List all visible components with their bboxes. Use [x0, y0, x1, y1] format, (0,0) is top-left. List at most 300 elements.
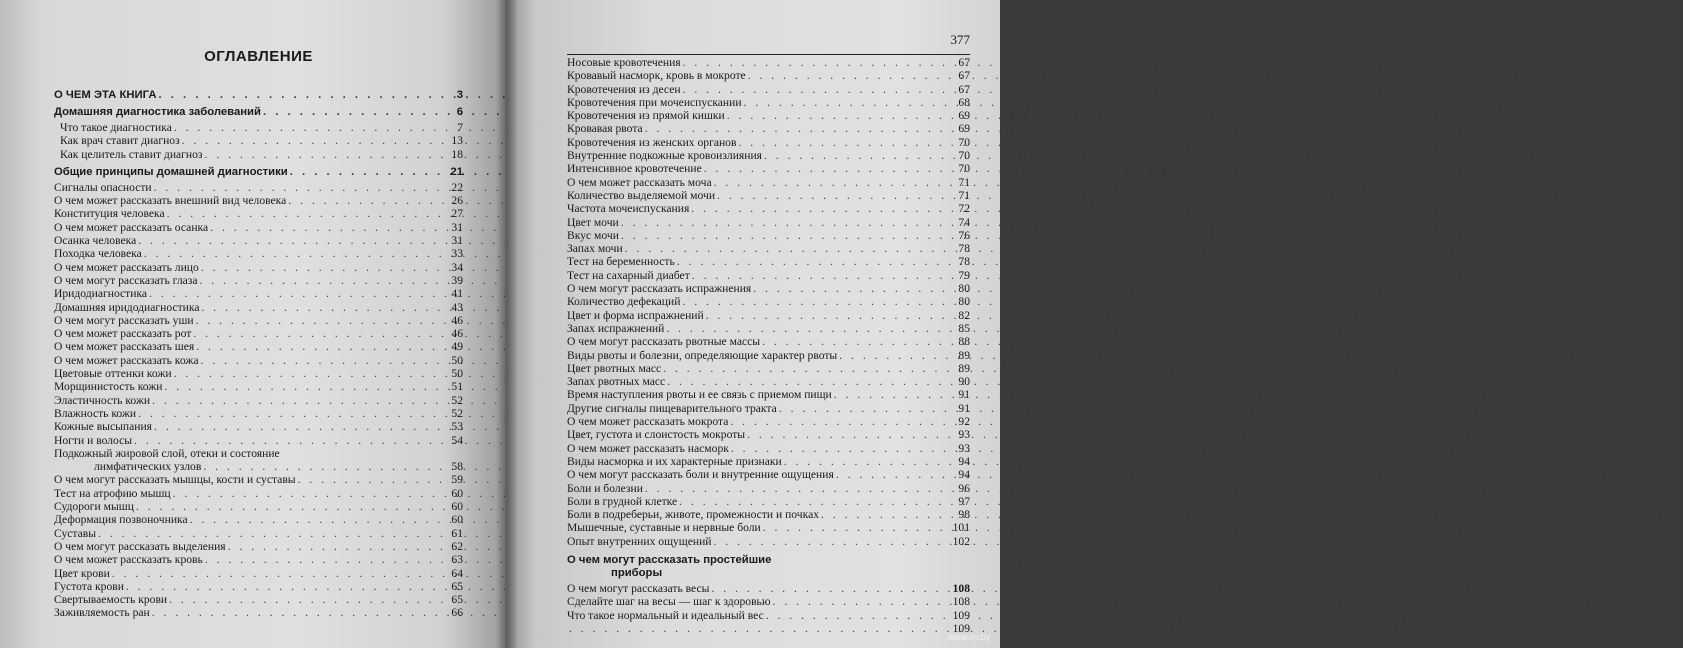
toc-leader-dots [763, 521, 949, 534]
toc-leader-dots [621, 229, 949, 242]
toc-entry-title: Цвет рвотных масс [567, 361, 662, 375]
toc-leader-dots [836, 468, 949, 481]
toc-entry-title: Виды рвоты и болезни, определяющие характер рвоты [567, 348, 838, 362]
toc-entry-title: О чем может рассказать мокрота [567, 415, 729, 429]
toc-entry [54, 473, 463, 486]
toc-leader-dots [136, 500, 442, 513]
toc-entry-page: 60 [451, 513, 463, 527]
toc-entry-page: 93 [958, 428, 970, 442]
toc-entry [567, 229, 970, 242]
toc-entry-title: Боли в подреберьи, животе, промежности и почках [567, 508, 820, 522]
toc-entry [567, 495, 970, 508]
toc-entry [567, 309, 970, 322]
toc-entry-page: 94 [958, 468, 970, 482]
toc-leader-dots [625, 242, 949, 255]
toc-leader-dots [692, 269, 949, 282]
toc-leader-dots [298, 473, 442, 486]
toc-leader-dots [645, 122, 949, 135]
toc-entry-title: Деформация позвоночника [54, 513, 188, 527]
toc-entry-page: 18 [451, 147, 463, 161]
toc-entry-title: Как врач ставит диагноз [60, 134, 180, 148]
toc-leader-dots [773, 595, 949, 608]
toc-leader-dots [190, 513, 442, 526]
toc-entry [567, 242, 970, 255]
toc-entry-title: О чем может рассказать насморк [567, 441, 729, 455]
toc-entry-title: Тест на сахарный диабет [567, 268, 690, 282]
toc-entry-title: Что такое диагностика [60, 121, 172, 134]
toc-entry-page: 88 [958, 335, 970, 349]
toc-entry-title: Эластичность кожи [54, 393, 151, 407]
toc-entry-title: Что такое нормальный и идеальный вес [567, 608, 764, 622]
toc-entry-page: 96 [958, 481, 970, 495]
toc-entry-title: О чем может рассказать кровь [54, 553, 203, 567]
toc-entry-page: 60 [451, 486, 463, 500]
toc-entry [54, 104, 463, 121]
toc-entry-page: 71 [958, 188, 970, 202]
toc-leader-dots [205, 553, 442, 566]
toc-entry [567, 455, 970, 468]
toc-entry [54, 407, 463, 420]
toc-entry [567, 202, 970, 215]
toc-leader-dots [126, 580, 442, 593]
toc-entry [54, 181, 463, 194]
toc-entry [54, 247, 463, 260]
watermark: www.ay.by [947, 632, 990, 642]
toc-leader-dots [164, 380, 442, 393]
toc-entry-page: 67 [958, 56, 970, 69]
toc-entry-title: Количество выделяемой мочи [567, 188, 716, 202]
toc-entry-page: 66 [451, 606, 463, 620]
book-gutter [496, 0, 518, 648]
toc-entry [567, 282, 970, 295]
toc-entry [567, 535, 970, 548]
toc-leader-dots [193, 327, 442, 340]
toc-leader-dots [98, 527, 442, 540]
toc-entry-title: Запах испражнений [567, 321, 665, 335]
toc-entry-title: О чем могут рассказать боли и внутренние ощущения [567, 468, 834, 482]
toc-entry [54, 194, 463, 207]
toc-entry-title: Время наступления рвоты и ее связь с приемом пищи [567, 388, 832, 402]
toc-leader-dots [834, 388, 949, 401]
toc-entry [54, 164, 463, 181]
toc-entry [54, 394, 463, 407]
toc-entry-page: 63 [451, 553, 463, 567]
toc-leader-dots [263, 104, 442, 121]
toc-entry-title: Густота крови [54, 579, 124, 593]
toc-entry [567, 109, 970, 122]
toc-entry-page: 51 [451, 380, 463, 394]
toc-leader-dots [766, 609, 949, 622]
toc-entry-page: 27 [451, 207, 463, 221]
toc-leader-dots [667, 375, 949, 388]
toc-entry-page: 65 [451, 593, 463, 607]
toc-entry [567, 56, 970, 69]
toc-entry-title: Суставы [54, 526, 97, 540]
toc-entry-title: О чем может рассказать осанка [54, 220, 209, 234]
toc-entry-title: Интенсивное кровотечение [567, 162, 702, 176]
toc-entry [54, 487, 463, 500]
toc-entry-page: 50 [451, 353, 463, 367]
toc-entry-title: Иридодиагностика [54, 287, 148, 301]
toc-entry-title: Влажность кожи [54, 406, 137, 420]
toc-entry [54, 420, 463, 433]
toc-leader-dots [138, 407, 442, 420]
toc-leader-dots [748, 69, 949, 82]
toc-entry-page: 61 [451, 526, 463, 540]
toc-entry [567, 595, 970, 608]
toc-entry-page: 91 [958, 401, 970, 415]
toc-entry [567, 442, 970, 455]
toc-entry-page: 52 [451, 393, 463, 407]
toc-entry-page: 108 [952, 581, 970, 595]
toc-entry [567, 582, 970, 595]
toc-entry [567, 295, 970, 308]
toc-leader-dots [713, 535, 949, 548]
toc-entry-title: Судороги мышц [54, 500, 134, 514]
toc-entry-page: 76 [958, 228, 970, 242]
toc-entry-page: 71 [958, 175, 970, 189]
toc-entry-page: 72 [958, 202, 970, 216]
toc-entry [54, 527, 463, 540]
toc-entry-title: Подкожный жировой слой, отеки и состояние [54, 446, 280, 460]
toc-entry-title: О чем может рассказать рот [54, 327, 192, 341]
toc-entry-title: Виды насморка и их характерные признаки [567, 454, 782, 468]
toc-entry-page: 6 [456, 106, 463, 118]
toc-entry-title: Тест на беременность [567, 255, 675, 269]
toc-entry-page: 70 [958, 162, 970, 176]
toc-leader-dots [682, 295, 949, 308]
toc-entry-page: 64 [451, 566, 463, 580]
running-head [567, 30, 970, 55]
toc-leader-dots [203, 460, 442, 473]
toc-leader-dots [711, 582, 949, 595]
page-number: 377 [950, 32, 970, 47]
toc-title: ОГЛАВЛЕНИЕ [204, 48, 313, 65]
toc-entry [54, 287, 463, 300]
toc-leader-dots [154, 420, 442, 433]
toc-leader-dots [645, 482, 949, 495]
toc-entry-page: 70 [958, 135, 970, 149]
toc-entry [567, 322, 970, 335]
toc-entry-page: 58 [451, 460, 463, 474]
toc-entry-page: 22 [451, 180, 463, 194]
toc-entry-title: Домашняя диагностика заболеваний [54, 106, 261, 118]
toc-entry-page: 102 [952, 534, 970, 548]
toc-entry-page: 80 [958, 282, 970, 296]
toc-entry [54, 327, 463, 340]
toc-leader-dots [201, 354, 442, 367]
toc-entry-title: О чем могут рассказать весы [567, 581, 710, 595]
toc-entry-title: О ЧЕМ ЭТА КНИГА [54, 89, 157, 101]
toc-entry [567, 269, 970, 282]
toc-entry-page: 97 [958, 494, 970, 508]
right-page [505, 0, 1000, 648]
toc-entry [54, 301, 463, 314]
toc-entry-title: Тест на атрофию мышц [54, 486, 171, 500]
toc-entry-title: Количество дефекаций [567, 295, 681, 309]
toc-entry-title: Домашняя иридодиагностика [54, 300, 200, 314]
toc-leader-dots [152, 394, 442, 407]
toc-entry [567, 375, 970, 388]
toc-entry [567, 388, 970, 401]
toc-entry-page: 52 [451, 406, 463, 420]
toc-entry-page: 108 [952, 595, 970, 609]
toc-leader-dots [704, 162, 949, 175]
toc-leader-dots [683, 56, 949, 69]
toc-entry-page: 62 [451, 539, 463, 553]
toc-entry-title: Кровотечения при мочеиспускании [567, 95, 742, 109]
toc-entry-page: 109 [952, 621, 970, 635]
toc-entry-page: 50 [451, 367, 463, 381]
toc-entry-page: 43 [451, 300, 463, 314]
toc-leader-dots [621, 216, 949, 229]
toc-entry-title: О чем могут рассказать выделения [54, 539, 226, 553]
toc-entry-page: 34 [451, 260, 463, 274]
toc-entry [54, 340, 463, 353]
right-toc-list-2 [567, 582, 970, 635]
toc-leader-dots [683, 83, 949, 96]
toc-entry [54, 540, 463, 553]
toc-entry-page: 68 [958, 95, 970, 109]
toc-entry [54, 460, 463, 473]
toc-entry-page: 74 [958, 215, 970, 229]
toc-entry-page: 3 [456, 89, 463, 101]
toc-entry [54, 447, 463, 460]
toc-entry-title: Цвет, густота и слоистость мокроты [567, 428, 746, 442]
toc-section-heading [567, 554, 970, 580]
toc-entry-title: О чем может рассказать шея [54, 340, 195, 354]
toc-entry-page: 80 [958, 295, 970, 309]
section-heading-line: приборы [611, 566, 663, 579]
toc-leader-dots [290, 164, 442, 181]
toc-leader-dots [196, 340, 442, 353]
toc-entry-title: Кровавая рвота [567, 122, 643, 136]
toc-entry [567, 216, 970, 229]
toc-leader-dots [663, 362, 949, 375]
toc-leader-dots [738, 136, 949, 149]
toc-entry-page: 78 [958, 242, 970, 256]
toc-entry-title: О чем могут рассказать глаза [54, 273, 198, 287]
toc-entry-title: Свертываемость крови [54, 593, 168, 607]
toc-leader-dots [727, 109, 949, 122]
toc-entry-page: 91 [958, 388, 970, 402]
toc-entry-title: О чем могут рассказать испражнения [567, 282, 752, 296]
toc-entry [567, 482, 970, 495]
toc-leader-dots [138, 234, 442, 247]
toc-entry-title: О чем может рассказать кожа [54, 353, 199, 367]
toc-entry [54, 553, 463, 566]
toc-leader-dots [159, 87, 443, 104]
toc-leader-dots [152, 606, 442, 619]
toc-entry-title: Запах мочи [567, 242, 623, 256]
toc-leader-dots [167, 207, 442, 220]
toc-leader-dots [679, 495, 949, 508]
toc-entry-title: О чем могут рассказать рвотные массы [567, 335, 761, 349]
toc-entry [54, 593, 463, 606]
toc-entry-page: 69 [958, 109, 970, 123]
toc-entry [567, 176, 970, 189]
toc-entry-page: 54 [451, 433, 463, 447]
toc-entry [567, 508, 970, 521]
toc-leader-dots [182, 134, 442, 147]
toc-entry-title: О чем могут рассказать мышцы, кости и суставы [54, 473, 296, 487]
toc-entry-title: О чем могут рассказать уши [54, 313, 194, 327]
toc-entry-page: 65 [451, 579, 463, 593]
toc-entry [567, 415, 970, 428]
toc-entry-page: 53 [451, 420, 463, 434]
toc-entry-page: 98 [958, 508, 970, 522]
toc-entry [567, 521, 970, 534]
toc-entry-page: 82 [958, 308, 970, 322]
toc-entry-title: Осанка человека [54, 234, 137, 248]
toc-leader-dots [154, 181, 442, 194]
toc-leader-dots [691, 202, 949, 215]
toc-entry [54, 134, 463, 147]
toc-entry-title: Цвет и форма испражнений [567, 308, 704, 322]
toc-entry [567, 189, 970, 202]
toc-entry-page: 79 [958, 268, 970, 282]
toc-leader-dots [762, 335, 949, 348]
toc-entry-title: О чем может рассказать моча [567, 175, 712, 189]
toc-entry [567, 83, 970, 96]
toc-leader-dots [134, 434, 442, 447]
toc-leader-dots [744, 96, 949, 109]
toc-entry [54, 121, 463, 134]
toc-entry [567, 402, 970, 415]
toc-entry-title: Кровотечения из женских органов [567, 135, 737, 149]
left-page [0, 0, 505, 648]
toc-entry-title: Частота мочеиспускания [567, 202, 690, 216]
toc-leader-dots [112, 567, 442, 580]
toc-leader-dots [784, 455, 949, 468]
toc-entry-title: Опыт внутренних ощущений [567, 534, 712, 548]
toc-entry [54, 234, 463, 247]
toc-leader-dots [731, 442, 949, 455]
toc-leader-dots [747, 428, 949, 441]
toc-entry-title: Цветовые оттенки кожи [54, 367, 172, 381]
toc-entry-page: 69 [958, 122, 970, 136]
toc-entry-page: 59 [451, 473, 463, 487]
toc-entry-title: Сигналы опасности [54, 180, 152, 194]
toc-entry [567, 255, 970, 268]
toc-entry-title: Ногти и волосы [54, 433, 133, 447]
toc-entry-title: Боли и болезни [567, 481, 643, 495]
toc-entry-title: О чем может рассказать лицо [54, 260, 199, 274]
toc-entry [54, 87, 463, 104]
toc-entry [54, 580, 463, 593]
section-heading-line: О чем могут рассказать простейшие [567, 553, 772, 566]
toc-entry [567, 362, 970, 375]
toc-entry [54, 221, 463, 234]
toc-entry-page: 60 [451, 500, 463, 514]
toc-entry [54, 380, 463, 393]
toc-entry-title: Запах рвотных масс [567, 375, 666, 389]
toc-entry-page: 89 [958, 361, 970, 375]
toc-entry [567, 122, 970, 135]
toc-leader-dots [839, 349, 949, 362]
toc-leader-dots [201, 301, 442, 314]
toc-entry-title: Мышечные, суставные и нервные боли [567, 521, 761, 535]
toc-leader-dots [677, 255, 949, 268]
toc-entry [54, 207, 463, 220]
toc-entry [54, 367, 463, 380]
toc-leader-dots [753, 282, 949, 295]
toc-entry [567, 349, 970, 362]
toc-leader-dots [706, 309, 949, 322]
toc-entry [567, 69, 970, 82]
toc-entry-title: Внутренние подкожные кровоизлияния [567, 149, 762, 163]
toc-entry-title: Сделайте шаг на весы — шаг к здоровью [567, 595, 771, 609]
toc-entry [567, 136, 970, 149]
toc-entry-page: 41 [451, 287, 463, 301]
toc-entry [54, 434, 463, 447]
toc-leader-dots [821, 508, 949, 521]
toc-entry-title: Боли в грудной клетке [567, 494, 678, 508]
toc-entry-page: 70 [958, 149, 970, 163]
toc-entry-page: 39 [451, 273, 463, 287]
toc-entry-title: Цвет мочи [567, 215, 619, 229]
toc-entry-title: Вкус мочи [567, 228, 619, 242]
toc-entry-title: Носовые кровотечения [567, 56, 681, 69]
toc-entry-title: Как целитель ставит диагноз [60, 147, 203, 161]
toc-entry-page: 26 [451, 194, 463, 208]
toc-leader-dots [569, 622, 949, 635]
toc-entry [54, 567, 463, 580]
toc-entry-title: Кожные высыпания [54, 420, 153, 434]
toc-entry-page: 90 [958, 375, 970, 389]
toc-entry-title: Кровотечения из десен [567, 82, 681, 96]
toc-entry [567, 96, 970, 109]
toc-entry [567, 609, 970, 622]
toc-leader-dots [288, 194, 442, 207]
toc-entry [54, 354, 463, 367]
toc-leader-dots [196, 314, 442, 327]
toc-entry-title: Цвет крови [54, 566, 110, 580]
toc-entry-page: 85 [958, 321, 970, 335]
toc-entry-title: Общие принципы домашней диагностики [54, 165, 288, 178]
toc-entry [567, 149, 970, 162]
toc-entry-page: 101 [952, 521, 970, 535]
toc-entry-title: Морщинистость кожи [54, 380, 163, 394]
toc-entry-page: 21 [450, 165, 463, 178]
toc-leader-dots [205, 148, 442, 161]
left-toc-list [54, 87, 463, 620]
toc-entry-title: лимфатических узлов [94, 460, 202, 474]
toc-leader-dots [174, 367, 442, 380]
toc-leader-dots [174, 121, 442, 134]
toc-leader-dots [173, 487, 442, 500]
toc-entry-page: 49 [451, 340, 463, 354]
toc-entry-page: 67 [958, 69, 970, 83]
toc-leader-dots [779, 402, 949, 415]
toc-entry [54, 500, 463, 513]
toc-leader-dots [169, 593, 442, 606]
toc-entry-page: 13 [451, 134, 463, 148]
toc-entry-title: Кровавый насморк, кровь в мокроте [567, 69, 746, 83]
toc-entry-title: О чем может рассказать внешний вид человека [54, 194, 287, 208]
toc-entry-page: 31 [451, 220, 463, 234]
toc-entry [54, 314, 463, 327]
toc-entry [567, 468, 970, 481]
toc-entry-title: Походка человека [54, 247, 142, 261]
toc-entry-title: Конституция человека [54, 207, 165, 221]
toc-entry [54, 261, 463, 274]
toc-leader-dots [201, 261, 442, 274]
toc-entry-page: 46 [451, 327, 463, 341]
toc-entry-page: 93 [958, 441, 970, 455]
toc-entry-page: 109 [952, 608, 970, 622]
toc-entry-page: 89 [958, 348, 970, 362]
